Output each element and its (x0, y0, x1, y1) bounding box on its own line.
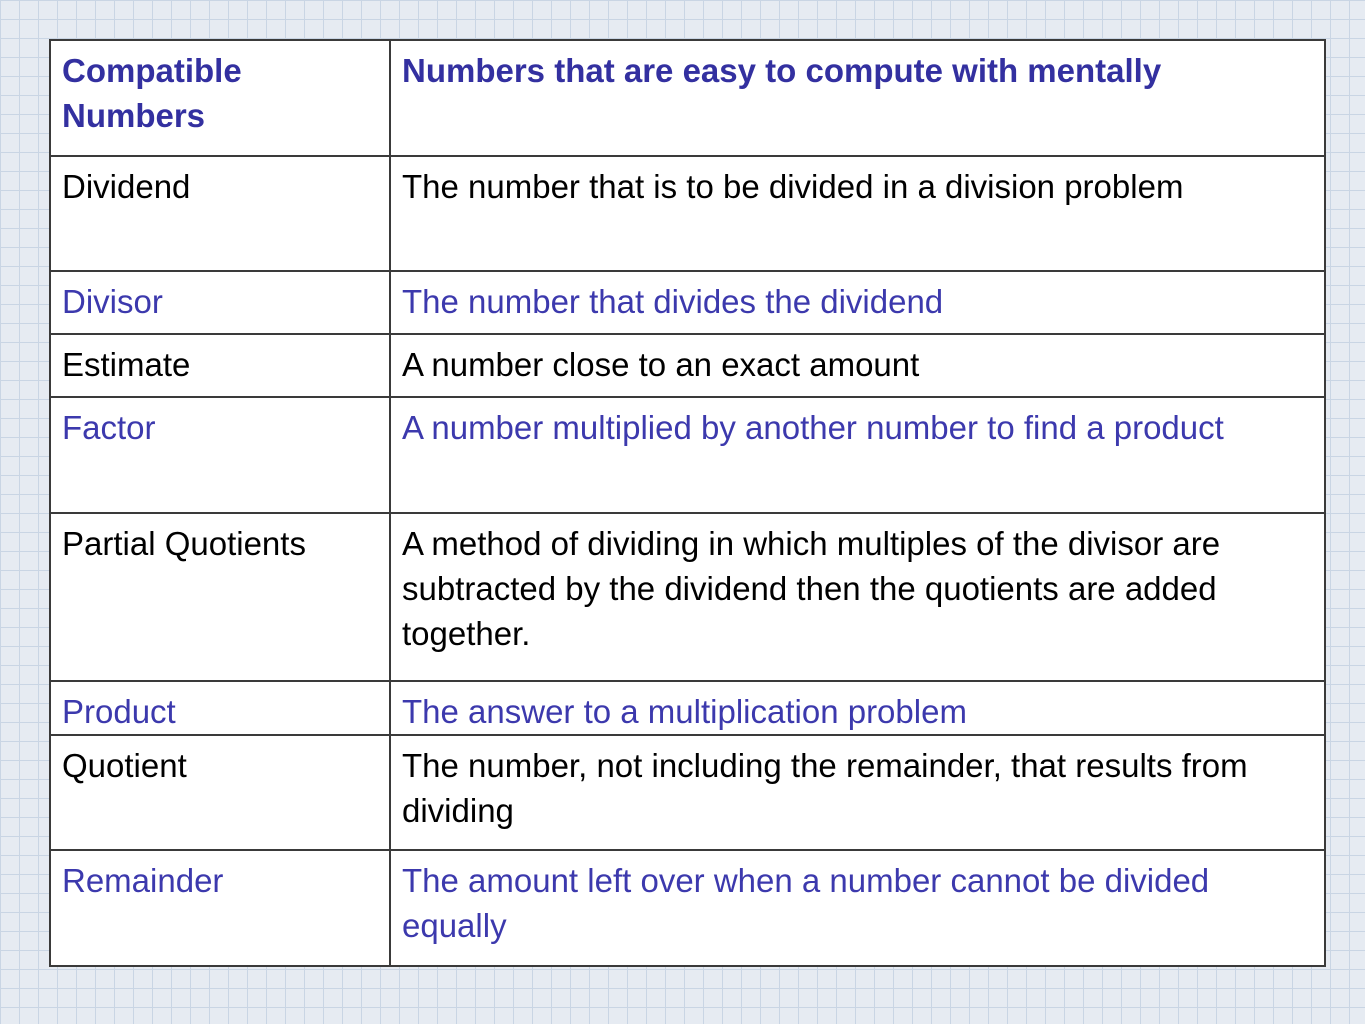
term-cell: Estimate (50, 334, 390, 397)
table-header-row (50, 40, 1325, 156)
term-cell: Factor (50, 397, 390, 513)
table-row (50, 334, 1325, 397)
term-cell: Quotient (50, 735, 390, 850)
definition-cell: A method of dividing in which multiples of the divisor are subtracted by the dividend then the quotients are added together. (390, 513, 1325, 681)
definition-cell: The number that is to be divided in a division problem (390, 156, 1325, 271)
definition-cell: The answer to a multiplication problem (390, 681, 1325, 735)
definition-cell: The number that divides the dividend (390, 271, 1325, 334)
table-row (50, 156, 1325, 271)
table-row (50, 735, 1325, 850)
term-cell: Partial Quotients (50, 513, 390, 681)
table-row (50, 850, 1325, 966)
table-row (50, 271, 1325, 334)
definition-cell: A number close to an exact amount (390, 334, 1325, 397)
term-cell: Compatible Numbers (50, 40, 390, 156)
vocabulary-table (49, 39, 1326, 967)
table-row (50, 513, 1325, 681)
definition-cell: A number multiplied by another number to find a product (390, 397, 1325, 513)
term-cell: Remainder (50, 850, 390, 966)
definition-cell: The number, not including the remainder, that results from dividing (390, 735, 1325, 850)
table-row (50, 397, 1325, 513)
term-cell: Dividend (50, 156, 390, 271)
table-row (50, 681, 1325, 735)
definition-cell: The amount left over when a number cannot be divided equally (390, 850, 1325, 966)
definition-cell: Numbers that are easy to compute with mentally (390, 40, 1325, 156)
term-cell: Product (50, 681, 390, 735)
term-cell: Divisor (50, 271, 390, 334)
